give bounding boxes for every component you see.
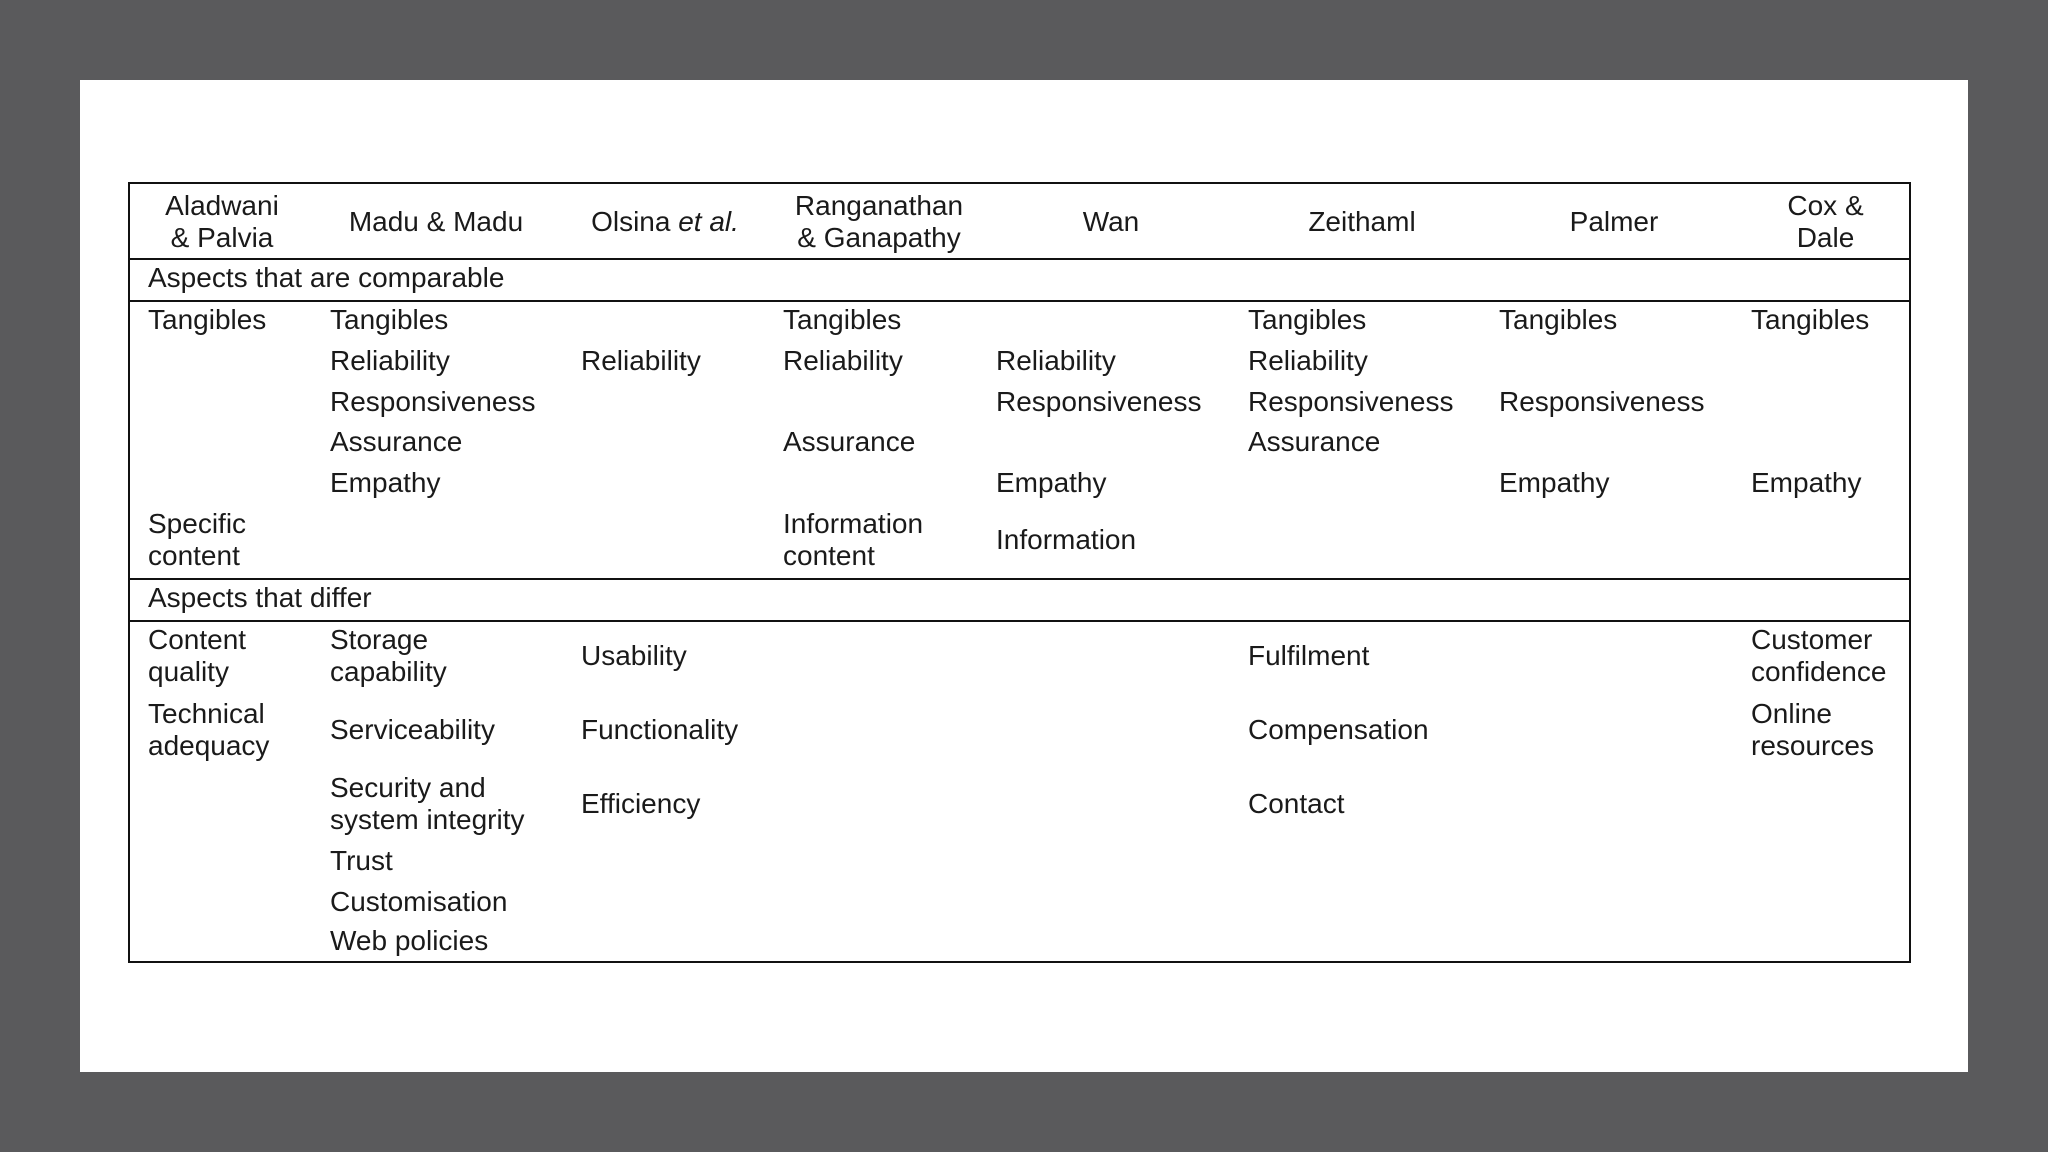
dif-madu-system-integrity: system integrity — [330, 804, 525, 835]
cmp-wan-information: Information — [996, 524, 1137, 555]
cmp-ranganathan-tangibles: Tangibles — [783, 304, 902, 335]
dif-madu-trust: Trust — [330, 845, 393, 876]
dif-zeithaml-fulfilment: Fulfilment — [1248, 640, 1370, 671]
dif-cox-customer: Customer — [1751, 624, 1873, 655]
header-ranganathan-line2: & Ganapathy — [797, 222, 961, 253]
dif-olsina-usability: Usability — [581, 640, 687, 671]
cmp-wan-responsiveness: Responsiveness — [996, 386, 1202, 417]
dif-aladwani-technical: Technical — [148, 698, 265, 729]
cmp-wan-reliability: Reliability — [996, 345, 1116, 376]
header-olsina — [558, 206, 772, 238]
header-cox — [1740, 190, 1911, 254]
cmp-wan-empathy: Empathy — [996, 467, 1107, 498]
cmp-aladwani-content: content — [148, 540, 240, 571]
dif-aladwani-content: Content — [148, 624, 247, 655]
dif-zeithaml-contact: Contact — [1248, 788, 1345, 819]
header-zeithaml: Zeithaml — [1308, 206, 1416, 237]
dif-madu-capability: capability — [330, 656, 447, 687]
header-ranganathan-line1: Ranganathan — [794, 190, 964, 221]
cmp-palmer-tangibles: Tangibles — [1499, 304, 1618, 335]
header-palmer: Palmer — [1569, 206, 1659, 237]
header-madu: Madu & Madu — [348, 206, 524, 237]
dif-madu-serviceability: Serviceability — [330, 714, 495, 745]
cmp-olsina-reliability: Reliability — [581, 345, 701, 376]
header-olsina-name: Olsina — [591, 206, 679, 237]
cmp-aladwani-tangibles: Tangibles — [148, 304, 267, 335]
cmp-ranganathan-content: content — [783, 540, 875, 571]
header-cox-line2: Dale — [1796, 222, 1855, 253]
cmp-madu-reliability: Reliability — [330, 345, 450, 376]
cmp-zeithaml-responsiveness: Responsiveness — [1248, 386, 1454, 417]
header-ranganathan — [772, 190, 986, 254]
dif-cox-resources: resources — [1751, 730, 1874, 761]
header-wan: Wan — [1082, 206, 1140, 237]
dif-olsina-efficiency: Efficiency — [581, 788, 701, 819]
cmp-madu-responsiveness: Responsiveness — [330, 386, 536, 417]
header-aladwani-line2: & Palvia — [170, 222, 274, 253]
cmp-ranganathan-assurance: Assurance — [783, 426, 916, 457]
cmp-cox-tangibles: Tangibles — [1751, 304, 1870, 335]
dif-madu-storage: Storage — [330, 624, 429, 655]
header-olsina-etal: et al. — [678, 206, 739, 237]
cmp-madu-assurance: Assurance — [330, 426, 463, 457]
cmp-ranganathan-reliability: Reliability — [783, 345, 903, 376]
dif-cox-confidence: confidence — [1751, 656, 1887, 687]
dif-olsina-functionality: Functionality — [581, 714, 739, 745]
cmp-cox-empathy: Empathy — [1751, 467, 1862, 498]
dif-zeithaml-compensation: Compensation — [1248, 714, 1429, 745]
comparison-table — [128, 182, 1911, 963]
cmp-zeithaml-reliability: Reliability — [1248, 345, 1368, 376]
header-aladwani-line1: Aladwani — [165, 190, 279, 221]
section-differ-divider — [130, 620, 1909, 622]
dif-madu-customisation: Customisation — [330, 886, 508, 917]
header-divider — [130, 258, 1909, 260]
cmp-zeithaml-assurance: Assurance — [1248, 426, 1381, 457]
cmp-aladwani-specific: Specific — [148, 508, 247, 539]
dif-cox-online: Online — [1751, 698, 1832, 729]
dif-aladwani-adequacy: adequacy — [148, 730, 270, 761]
slide — [80, 80, 1968, 1072]
header-aladwani — [130, 190, 314, 254]
cmp-palmer-responsiveness: Responsiveness — [1499, 386, 1705, 417]
dif-madu-security: Security and — [330, 772, 486, 803]
section-differ-top-divider — [130, 578, 1909, 580]
dif-madu-web-policies: Web policies — [330, 925, 489, 956]
cmp-ranganathan-information: Information — [783, 508, 924, 539]
section-differ-label: Aspects that differ — [148, 582, 372, 613]
header-cox-line1: Cox & — [1787, 190, 1864, 221]
cmp-palmer-empathy: Empathy — [1499, 467, 1610, 498]
cmp-madu-tangibles: Tangibles — [330, 304, 449, 335]
section-comparable-divider — [130, 300, 1909, 302]
dif-aladwani-quality: quality — [148, 656, 229, 687]
cmp-zeithaml-tangibles: Tangibles — [1248, 304, 1367, 335]
section-comparable-label: Aspects that are comparable — [148, 262, 505, 293]
cmp-madu-empathy: Empathy — [330, 467, 441, 498]
